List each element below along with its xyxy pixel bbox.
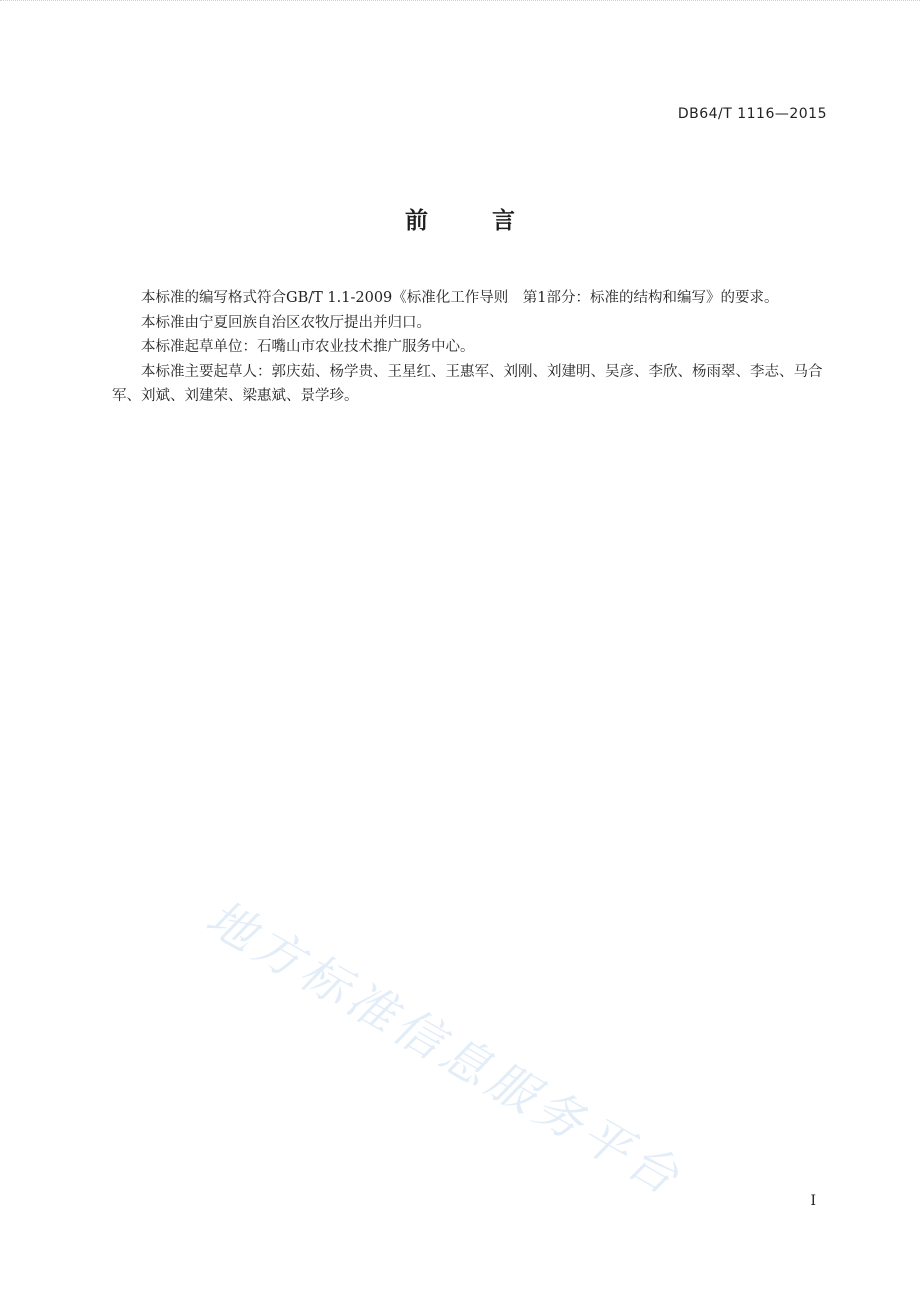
paragraph-proposer: 本标准由宁夏回族自治区农牧厅提出并归口。	[141, 314, 431, 331]
standard-code: DB64/T 1116—2015	[677, 106, 827, 122]
paragraph-drafting-unit: 本标准起草单位：石嘴山市农业技术推广服务中心。	[141, 339, 475, 355]
paragraph-drafters: 本标准主要起草人：郭庆茹、杨学贵、王星红、王惠军、刘刚、刘建明、吴彦、李欣、杨雨翠、李志、马合军、刘斌、刘建荣、梁惠斌、景学珍。	[112, 363, 823, 404]
watermark: 地方标准信息服务平台	[196, 889, 693, 1209]
scan-edge-mark	[0, 0, 920, 4]
foreword-body	[112, 286, 828, 409]
page-title: 前 言	[404, 208, 543, 234]
page-number: I	[810, 1193, 816, 1209]
paragraph-format: 本标准的编写格式符合GB/T 1.1-2009《标准化工作导则 第1部分：标准的结构和编写》的要求。	[141, 290, 779, 306]
